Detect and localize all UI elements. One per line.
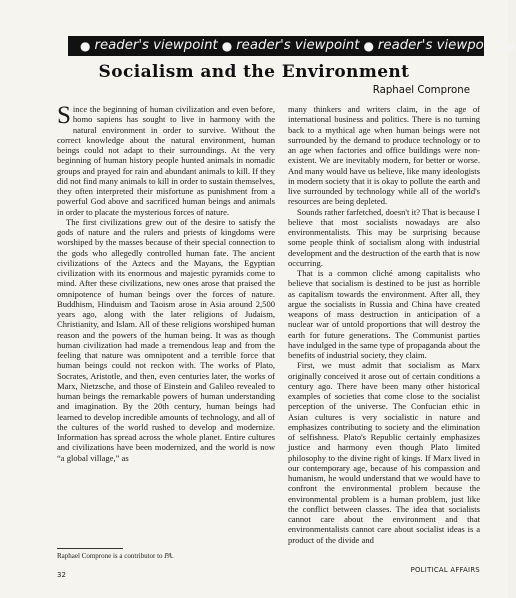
banner-label: reader's viewpoint [377, 38, 502, 53]
bullet-icon: ● [505, 39, 516, 53]
bullet-icon: ● [80, 39, 91, 53]
right-column [288, 104, 480, 564]
footnote [57, 552, 174, 560]
section-banner [68, 36, 516, 56]
page-number: 32 [57, 571, 66, 579]
paragraph: That is a common cliché among capitalists who believe that socialism is destined to be just as horrible as capitalism towards the environment. After all, they argue the socialists in Russia and China have created weapons of mass destruction in anticipation of a nuclear war of untold proportions that will destroy the earth for future generations. The Communist parties have indulged in the same type of propaganda about the benefits of industrial society, they claim. [288, 268, 480, 360]
banner-label: reader's viewpoint [94, 38, 218, 53]
bullet-icon: ● [363, 39, 374, 53]
footnote-end: . [171, 552, 174, 560]
footnote-text: Raphael Comprone is a contributor to [57, 552, 165, 560]
paragraph-text: ince the beginning of human civilization and even before, homo sapiens has sought to live in harmony with the natural environment in order to survive. Without the correct knowledge about the natural environment, human beings could not adapt to their surroundings. At the very beginning of human history people hunted animals in nomadic groups and prayed for rain and abundant animals to kill. If they did not find many animals to kill in order to sustain themselves, they often interpreted their misfortune as punishment from a powerful God above and sacrificed human beings and animals in order to placate the mysterious forces of nature. [57, 104, 275, 217]
paragraph: many thinkers and writers claim, in the age of international business and politics. There is no turning back to a mythical age when human beings were not surrounded by the demand to produce technology or to an age when factories and office buildings were non-existent. We are inevitably modern, for better or worse. And many would have us believe, like many ideologists in modern society that it is okay to pollute the earth and live surrounded by technology while all of the world's resources are being depleted. [288, 104, 480, 207]
footnote-journal: PA [164, 552, 172, 560]
paragraph: First, we must admit that socialism as Marx originally conceived it arose out of certain conditions a century ago. There have been many other historical examples of societies that come close to the socialist perception of the universe. The Confucian ethic in Asian cultures is very socialistic in nature and emphasizes contributing to society and the elimination of selfishness. Plato's Republic certainly emphasizes justice and harmony even though Plato limited philosophy to the divine right of kings. If Marx lived in our contemporary age, because of his compassion and humanism, he would understand that we would have to confront the environmental problem because the environmental problem is a human problem, just like the conflict between classes. The idea that socialists cannot care about the environment and that environmentalists cannot care about socialist ideas is a product of the divide and [288, 360, 480, 545]
paragraph: The first civilizations grew out of the desire to satisfy the gods of nature and the rulers and priests of kingdoms were worshiped by the masses because of their special connection to the gods who allegedly controlled human fate. The ancient civilizations of the Aztecs and the Mayans, the Egyptian civilization with its enormous and majestic pyramids come to mind. After these civilizations, new ones arose that praised the omnipotence of human beings over the forces of nature. Buddhism, Hinduism and Taoism arose in Asia around 2,500 years ago, along with the later religions of Judaism, Christianity, and Islam. All of these religions worshiped human reason and the powers of the human being. It was as though human civilization had made a tremendous leap and from the feeling that nature was omnipotent and a terrible force that human beings could not reckon with. The works of Plato, Socrates, Aristotle, and then, even centuries later, the works of Marx, Nietzsche, and those of Einstein and Galileo revealed to human beings the remarkable powers of human understanding and imagination. By the 20th century, human beings had learned to develop incredible amounts of technology, and all of the cultures of the world rushed to develop and modernize. Information has spread across the whole planet. Entire cultures and civilizations have been modernized, and the world is now “a global village,” as [57, 216, 275, 463]
bullet-icon: ● [221, 39, 233, 53]
left-column [57, 104, 275, 534]
drop-cap: S [57, 102, 71, 129]
paragraph: Sounds rather farfetched, doesn't it? That is because I believe that most socialists nowadays are also environmentalists. This may be surprising because some people think of socialism along with industrial development and the destruction of the earth that is now occurring. [288, 206, 481, 268]
article-title: Socialism and the Environment [98, 62, 410, 82]
journal-name: POLITICAL AFFAIRS [410, 566, 480, 574]
banner-label: reader's viewpoint [236, 38, 360, 53]
paragraph [57, 104, 275, 217]
article-author: Raphael Comprone [372, 85, 470, 96]
footnote-rule [57, 548, 123, 549]
